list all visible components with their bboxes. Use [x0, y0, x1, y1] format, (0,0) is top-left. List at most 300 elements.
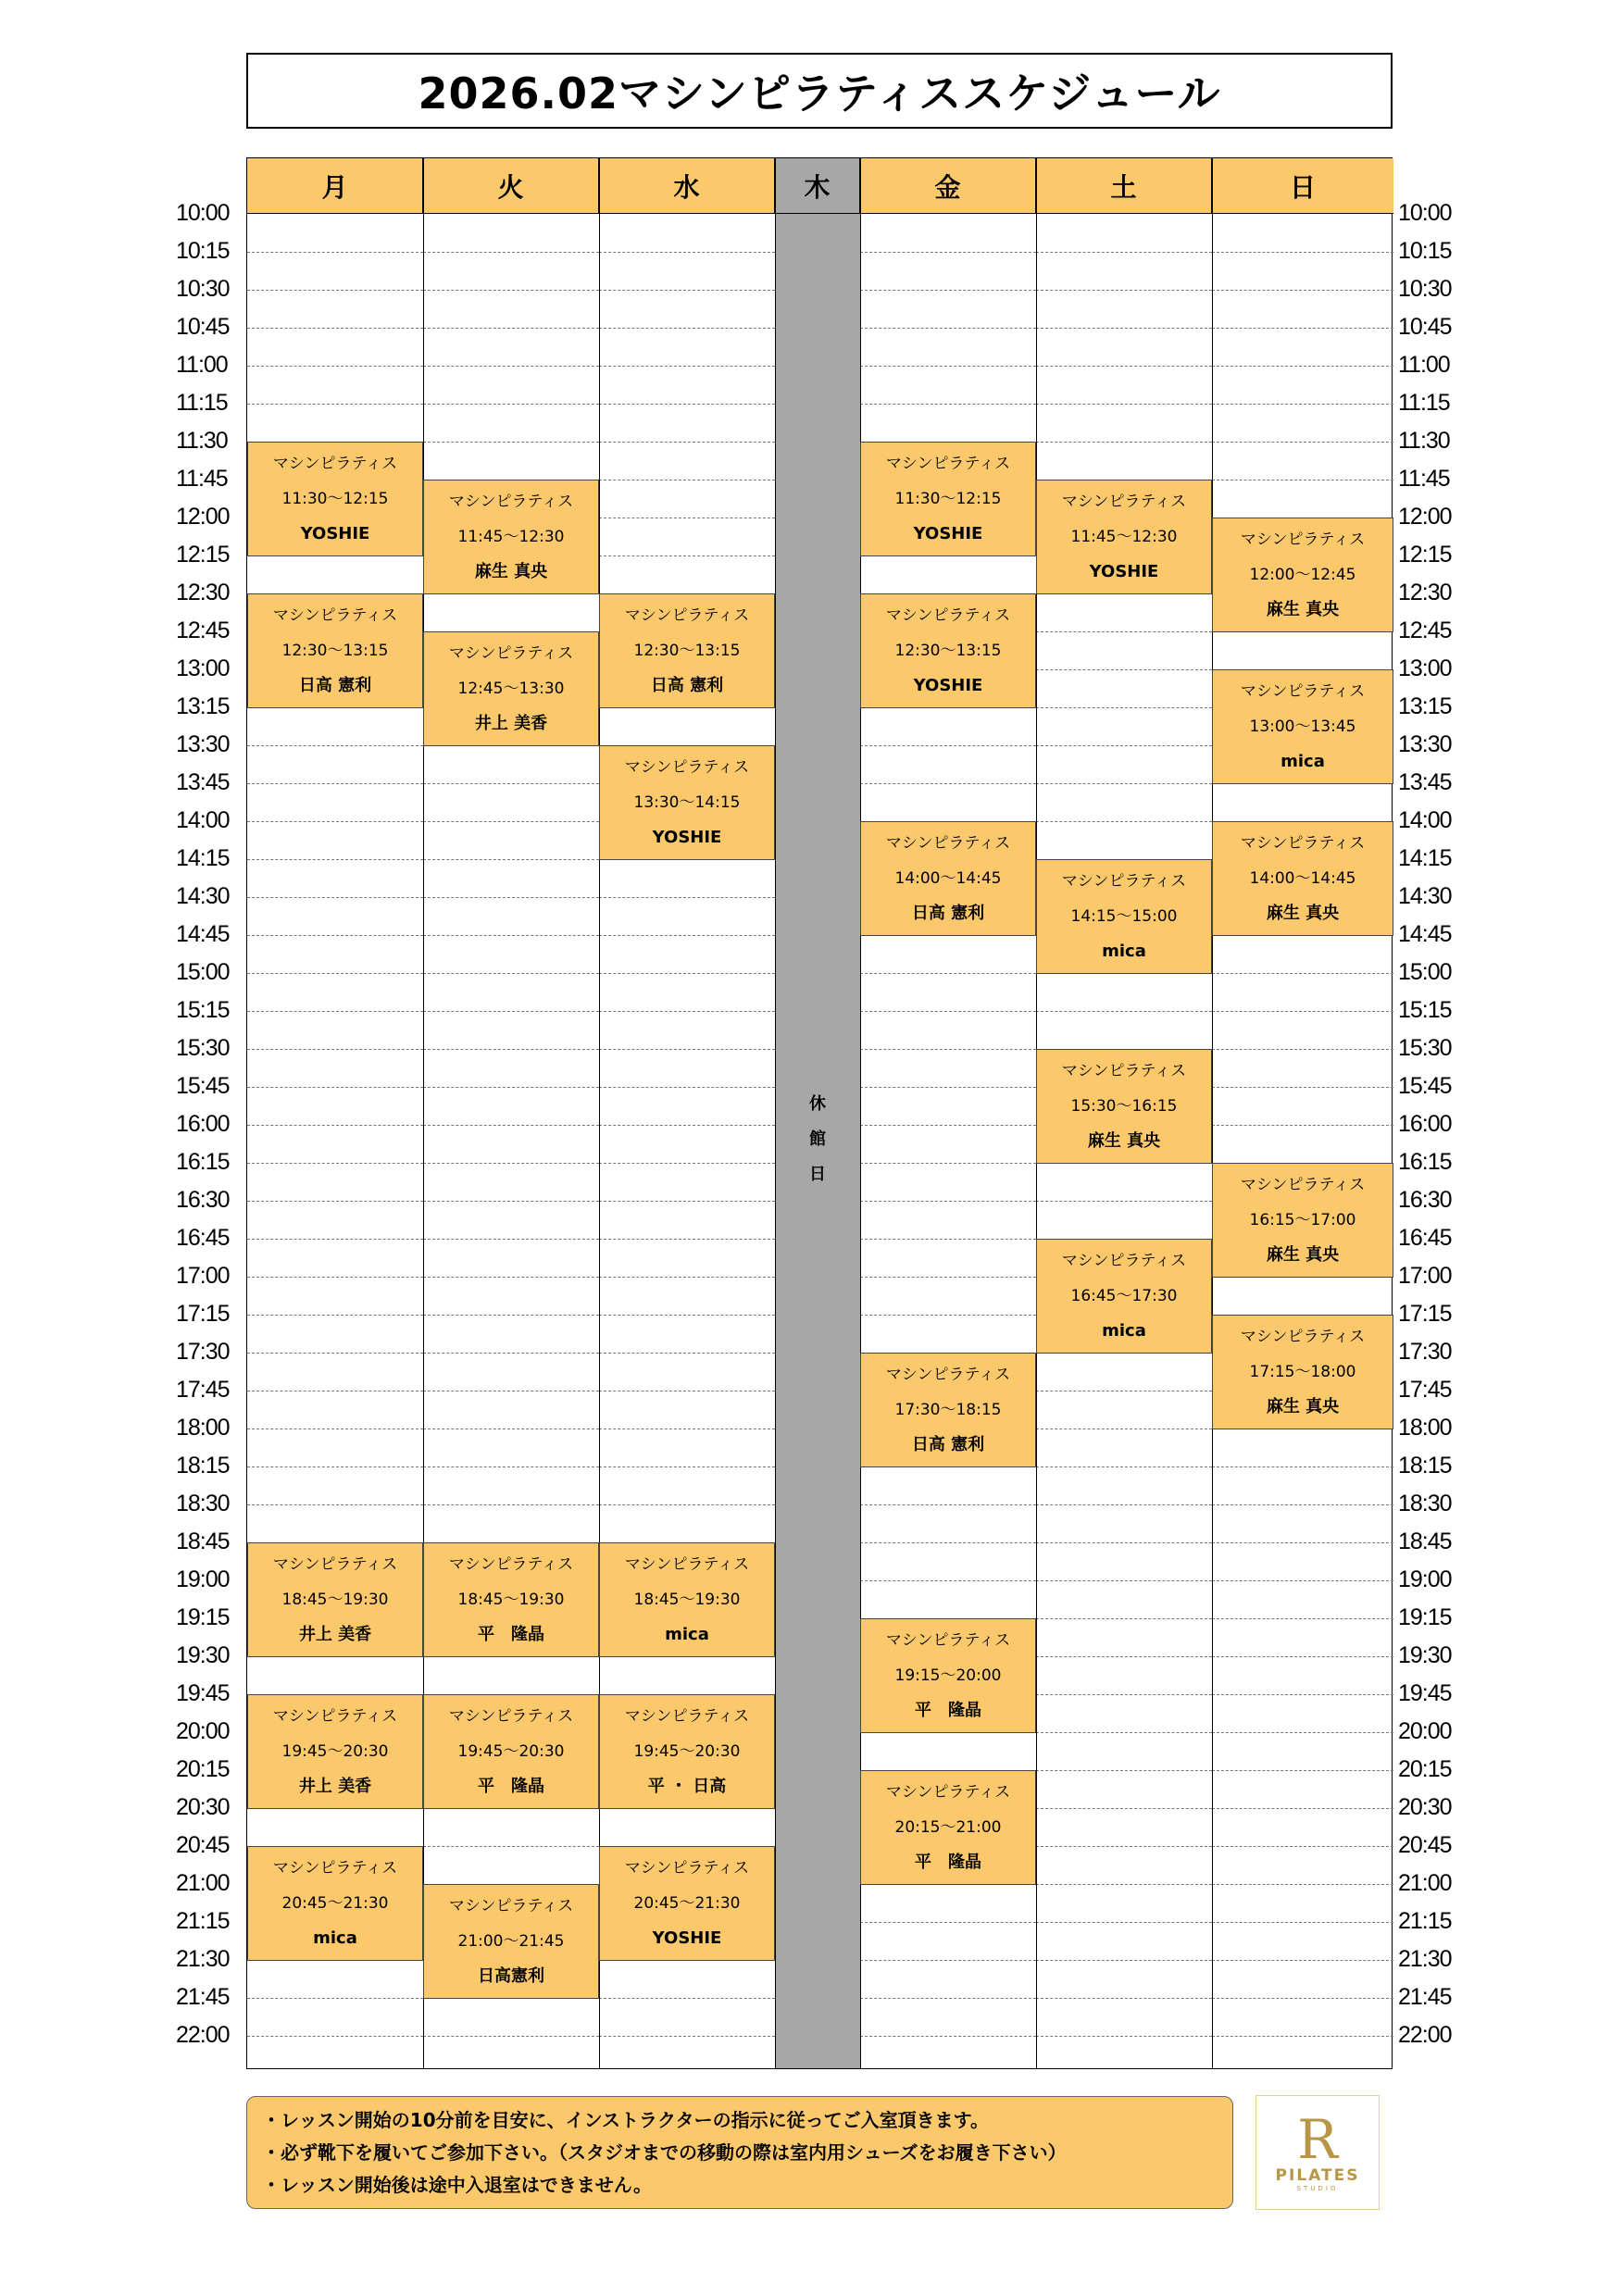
slot-line [1036, 1998, 1212, 1999]
slot-line [599, 973, 775, 974]
lesson-time: 16:45～17:30 [1070, 1287, 1178, 1305]
slot-line [860, 1580, 1036, 1581]
lesson-time: 18:45～19:30 [457, 1591, 565, 1609]
slot-line [599, 1201, 775, 1202]
lesson-name: マシンピラティス [1061, 1062, 1187, 1080]
closed-day-char: 館 [809, 1129, 826, 1149]
slot-line [860, 973, 1036, 974]
note-line: ・レッスン開始後は途中入退室はできません。 [262, 2174, 652, 2196]
lesson-block[interactable] [423, 1694, 599, 1809]
time-label-right: 18:30 [1398, 1491, 1452, 1516]
slot-line [1212, 1087, 1393, 1088]
slot-line [1212, 1542, 1393, 1543]
lesson-instructor: mica [313, 1928, 357, 1948]
lesson-block[interactable] [1036, 480, 1212, 594]
lesson-time: 19:45～20:30 [457, 1742, 565, 1761]
lesson-name: マシンピラティス [272, 1707, 398, 1726]
lesson-block[interactable] [860, 821, 1036, 936]
time-label-left: 13:15 [176, 693, 230, 719]
time-label-right: 21:00 [1398, 1870, 1452, 1896]
time-label-right: 20:30 [1398, 1794, 1452, 1820]
lesson-time: 20:45～21:30 [633, 1894, 741, 1913]
logo-sub: STUDIO [1296, 2185, 1339, 2192]
slot-line [860, 1125, 1036, 1126]
slot-line [599, 1353, 775, 1354]
slot-line [860, 366, 1036, 367]
time-label-right: 15:30 [1398, 1035, 1452, 1061]
slot-line [599, 404, 775, 405]
lesson-name: マシンピラティス [1240, 530, 1366, 549]
time-label-right: 16:30 [1398, 1187, 1452, 1213]
slot-line [247, 1239, 423, 1240]
lesson-time: 14:00～14:45 [894, 869, 1002, 888]
slot-line [423, 897, 599, 898]
slot-line [1036, 783, 1212, 784]
closed-day-label [775, 1087, 860, 1192]
lesson-block[interactable] [599, 1542, 775, 1657]
day-header: 日 [1212, 158, 1393, 214]
lesson-block[interactable] [1036, 1239, 1212, 1354]
time-label-right: 11:00 [1398, 352, 1450, 378]
time-label-left: 11:30 [176, 428, 228, 454]
slot-line [860, 328, 1036, 329]
slot-line [1036, 366, 1212, 367]
lesson-block[interactable] [423, 1542, 599, 1657]
time-label-right: 13:00 [1398, 655, 1452, 681]
lesson-block[interactable] [860, 593, 1036, 708]
slot-line [423, 1846, 599, 1847]
slot-line [423, 859, 599, 860]
lesson-instructor: mica [1280, 752, 1325, 771]
time-label-left: 15:45 [176, 1073, 230, 1099]
lesson-block[interactable] [423, 631, 599, 746]
time-label-right: 15:45 [1398, 1073, 1452, 1099]
slot-line [1212, 1466, 1393, 1467]
slot-line [599, 366, 775, 367]
slot-line [860, 1011, 1036, 1012]
lesson-block[interactable] [247, 1846, 423, 1961]
lesson-time: 21:00～21:45 [457, 1932, 565, 1951]
day-header: 水 [599, 158, 775, 214]
time-label-left: 11:15 [176, 390, 228, 416]
slot-line [1212, 1998, 1393, 1999]
lesson-instructor: 井上 美香 [298, 1625, 372, 1644]
slot-line [1212, 1504, 1393, 1505]
time-label-left: 12:15 [176, 542, 230, 568]
lesson-block[interactable] [1212, 669, 1393, 784]
slot-line [247, 935, 423, 936]
time-label-left: 14:30 [176, 883, 230, 909]
time-label-right: 10:45 [1398, 314, 1452, 340]
slot-line [423, 1125, 599, 1126]
slot-line [1036, 1884, 1212, 1885]
slot-line [1036, 1580, 1212, 1581]
schedule-title-box [246, 53, 1393, 129]
slot-line [423, 973, 599, 974]
slot-line [1212, 290, 1393, 291]
slot-line [860, 1922, 1036, 1923]
slot-line [1036, 1201, 1212, 1202]
time-label-right: 17:00 [1398, 1263, 1452, 1289]
slot-line [1212, 1808, 1393, 1809]
lesson-instructor: 麻生 真央 [1266, 1397, 1340, 1416]
slot-line [599, 897, 775, 898]
lesson-instructor: 麻生 真央 [1087, 1131, 1161, 1151]
time-label-right: 10:00 [1398, 200, 1452, 226]
studio-logo [1255, 2095, 1380, 2210]
lesson-block[interactable] [247, 1542, 423, 1657]
time-label-left: 12:00 [176, 504, 230, 530]
slot-line [247, 1998, 423, 1999]
time-label-right: 19:30 [1398, 1642, 1452, 1668]
time-label-right: 12:30 [1398, 580, 1452, 605]
lesson-time: 20:45～21:30 [281, 1894, 389, 1913]
slot-line [247, 897, 423, 898]
slot-line [1212, 328, 1393, 329]
slot-line [423, 1353, 599, 1354]
slot-line [1212, 1049, 1393, 1050]
slot-line [1212, 1125, 1393, 1126]
lesson-instructor: YOSHIE [652, 828, 722, 847]
lesson-name: マシンピラティス [272, 606, 398, 625]
lesson-name: マシンピラティス [885, 455, 1011, 473]
slot-line [860, 1998, 1036, 1999]
lesson-instructor: YOSHIE [913, 524, 983, 543]
slot-line [1036, 1808, 1212, 1809]
slot-line [860, 252, 1036, 253]
lesson-block[interactable] [599, 593, 775, 708]
lesson-time: 12:30～13:15 [894, 642, 1002, 660]
slot-line [423, 821, 599, 822]
time-label-left: 20:45 [176, 1832, 230, 1858]
lesson-time: 16:15～17:00 [1249, 1211, 1356, 1229]
lesson-instructor: 平 隆晶 [478, 1625, 544, 1644]
time-label-right: 18:00 [1398, 1415, 1452, 1441]
slot-line [1036, 1504, 1212, 1505]
slot-line [599, 555, 775, 556]
slot-line [423, 935, 599, 936]
lesson-name: マシンピラティス [1061, 1252, 1187, 1270]
slot-line [1036, 1922, 1212, 1923]
slot-line [423, 1466, 599, 1467]
slot-line [860, 745, 1036, 746]
time-label-left: 15:15 [176, 997, 230, 1023]
lesson-name: マシンピラティス [624, 1555, 750, 1574]
slot-line [247, 404, 423, 405]
slot-line [860, 2036, 1036, 2037]
lesson-name: マシンピラティス [885, 834, 1011, 853]
lesson-instructor: 日高憲利 [478, 1966, 544, 1986]
slot-line [1212, 1884, 1393, 1885]
lesson-time: 11:30～12:15 [281, 490, 389, 508]
slot-line [860, 1542, 1036, 1543]
lesson-block[interactable] [423, 480, 599, 594]
slot-line [247, 1201, 423, 1202]
slot-line [247, 745, 423, 746]
time-label-right: 16:15 [1398, 1149, 1452, 1175]
time-label-right: 14:15 [1398, 845, 1452, 871]
lesson-time: 18:45～19:30 [281, 1591, 389, 1609]
time-label-right: 14:45 [1398, 921, 1452, 947]
lesson-block[interactable] [599, 1846, 775, 1961]
lesson-time: 15:30～16:15 [1070, 1097, 1178, 1116]
lesson-block[interactable] [247, 1694, 423, 1809]
time-label-left: 10:30 [176, 276, 230, 302]
slot-line [599, 1087, 775, 1088]
time-label-right: 18:15 [1398, 1453, 1452, 1479]
slot-line [860, 1049, 1036, 1050]
time-label-left: 14:00 [176, 807, 230, 833]
time-label-right: 15:15 [1398, 997, 1452, 1023]
lesson-block[interactable] [860, 1770, 1036, 1885]
slot-line [1212, 1011, 1393, 1012]
lesson-name: マシンピラティス [448, 644, 574, 663]
time-label-left: 15:00 [176, 959, 230, 985]
lesson-instructor: 平 隆晶 [915, 1701, 981, 1720]
lesson-name: マシンピラティス [1240, 682, 1366, 701]
time-label-right: 22:00 [1398, 2022, 1452, 2048]
time-label-left: 16:45 [176, 1225, 230, 1251]
slot-line [860, 1960, 1036, 1961]
slot-line [1036, 1011, 1212, 1012]
slot-line [599, 1011, 775, 1012]
slot-line [1036, 2036, 1212, 2037]
slot-line [860, 1315, 1036, 1316]
lesson-block[interactable] [860, 1353, 1036, 1467]
slot-line [860, 1087, 1036, 1088]
lesson-time: 12:30～13:15 [633, 642, 741, 660]
slot-line [247, 1125, 423, 1126]
time-label-left: 19:15 [176, 1604, 230, 1630]
time-label-right: 18:45 [1398, 1529, 1452, 1554]
time-label-left: 10:00 [176, 200, 230, 226]
slot-line [599, 290, 775, 291]
slot-line [860, 783, 1036, 784]
time-label-left: 19:30 [176, 1642, 230, 1668]
slot-line [247, 1087, 423, 1088]
closed-day-char: 日 [809, 1165, 826, 1184]
lesson-block[interactable] [1212, 821, 1393, 936]
time-label-right: 10:30 [1398, 276, 1452, 302]
time-label-left: 14:45 [176, 921, 230, 947]
day-header: 土 [1036, 158, 1212, 214]
time-label-left: 20:30 [176, 1794, 230, 1820]
time-label-left: 12:30 [176, 580, 230, 605]
time-label-right: 20:45 [1398, 1832, 1452, 1858]
time-label-left: 19:00 [176, 1566, 230, 1592]
day-header: 金 [860, 158, 1036, 214]
lesson-name: マシンピラティス [624, 758, 750, 777]
lesson-time: 13:00～13:45 [1249, 718, 1356, 736]
slot-line [247, 2036, 423, 2037]
lesson-block[interactable] [1212, 518, 1393, 632]
slot-line [1036, 442, 1212, 443]
slot-line [1212, 1580, 1393, 1581]
note-line: ・必ず靴下を履いてご参加下さい。（スタジオまでの移動の際は室内用シューズをお履き下さい） [262, 2141, 1067, 2164]
time-label-right: 20:00 [1398, 1718, 1452, 1744]
slot-line [423, 404, 599, 405]
lesson-instructor: YOSHIE [1089, 562, 1159, 581]
slot-line [1212, 404, 1393, 405]
slot-line [599, 935, 775, 936]
slot-line [247, 1504, 423, 1505]
lesson-block[interactable] [599, 745, 775, 860]
time-label-right: 19:00 [1398, 1566, 1452, 1592]
time-label-left: 13:45 [176, 769, 230, 795]
time-label-left: 17:30 [176, 1339, 230, 1365]
lesson-instructor: 平 隆晶 [915, 1853, 981, 1872]
time-label-right: 11:30 [1398, 428, 1450, 454]
lesson-block[interactable] [1212, 1315, 1393, 1429]
lesson-block[interactable] [860, 442, 1036, 556]
lesson-block[interactable] [247, 593, 423, 708]
slot-line [599, 1277, 775, 1278]
logo-mark-icon: R [1297, 2108, 1338, 2171]
day-header: 月 [247, 158, 423, 214]
slot-line [1036, 404, 1212, 405]
lesson-time: 20:15～21:00 [894, 1818, 1002, 1837]
slot-line [247, 1353, 423, 1354]
slot-line [423, 1011, 599, 1012]
slot-line [860, 1239, 1036, 1240]
slot-line [423, 252, 599, 253]
time-label-left: 16:00 [176, 1111, 230, 1137]
lesson-time: 11:45～12:30 [457, 528, 565, 546]
lesson-name: マシンピラティス [448, 1897, 574, 1915]
lesson-instructor: mica [1102, 942, 1146, 961]
day-header: 火 [423, 158, 599, 214]
slot-line [247, 1049, 423, 1050]
slot-line [599, 442, 775, 443]
lesson-time: 17:30～18:15 [894, 1401, 1002, 1419]
lesson-time: 18:45～19:30 [633, 1591, 741, 1609]
lesson-time: 17:15～18:00 [1249, 1363, 1356, 1381]
time-label-left: 13:30 [176, 731, 230, 757]
lesson-instructor: 麻生 真央 [1266, 600, 1340, 619]
lesson-name: マシンピラティス [1061, 493, 1187, 511]
time-label-left: 11:45 [176, 466, 228, 492]
time-label-left: 16:30 [176, 1187, 230, 1213]
time-label-right: 14:00 [1398, 807, 1452, 833]
slot-line [247, 1466, 423, 1467]
lesson-time: 12:45～13:30 [457, 680, 565, 698]
slot-line [599, 2036, 775, 2037]
lesson-block[interactable] [860, 1618, 1036, 1733]
time-label-right: 12:15 [1398, 542, 1452, 568]
time-label-left: 14:15 [176, 845, 230, 871]
lesson-block[interactable] [1212, 1163, 1393, 1278]
lesson-block[interactable] [1036, 859, 1212, 974]
time-label-left: 21:45 [176, 1984, 230, 2010]
slot-line [1036, 1656, 1212, 1657]
time-label-left: 10:45 [176, 314, 230, 340]
slot-line [860, 404, 1036, 405]
slot-line [247, 783, 423, 784]
lesson-instructor: 平 ・ 日高 [647, 1777, 727, 1796]
lesson-instructor: mica [1102, 1321, 1146, 1341]
lesson-name: マシンピラティス [272, 1859, 398, 1878]
lesson-name: マシンピラティス [624, 606, 750, 625]
lesson-name: マシンピラティス [272, 1555, 398, 1574]
slot-line [247, 290, 423, 291]
slot-line [247, 328, 423, 329]
closed-day-char: 休 [809, 1094, 826, 1114]
time-label-left: 18:30 [176, 1491, 230, 1516]
slot-line [423, 2036, 599, 2037]
time-label-right: 20:15 [1398, 1756, 1452, 1782]
slot-line [1036, 328, 1212, 329]
lesson-instructor: mica [665, 1625, 709, 1644]
column-divider [775, 158, 776, 2068]
lesson-name: マシンピラティス [885, 1366, 1011, 1384]
slot-line [1036, 290, 1212, 291]
slot-line [599, 1125, 775, 1126]
lesson-time: 11:45～12:30 [1070, 528, 1178, 546]
slot-line [1212, 1960, 1393, 1961]
lesson-instructor: YOSHIE [652, 1928, 722, 1948]
slot-line [1212, 1694, 1393, 1695]
slot-line [860, 1504, 1036, 1505]
time-label-right: 17:15 [1398, 1301, 1452, 1327]
lesson-instructor: 日高 憲利 [650, 676, 724, 695]
lesson-instructor: 麻生 真央 [1266, 904, 1340, 923]
slot-line [247, 973, 423, 974]
lesson-block[interactable] [423, 1884, 599, 1999]
logo-word: PILATES [1275, 2166, 1360, 2185]
lesson-instructor: 日高 憲利 [911, 904, 985, 923]
slot-line [1036, 821, 1212, 822]
time-label-right: 11:45 [1398, 466, 1450, 492]
slot-line [599, 1239, 775, 1240]
lesson-instructor: 井上 美香 [474, 714, 548, 733]
time-label-left: 22:00 [176, 2022, 230, 2048]
slot-line [423, 366, 599, 367]
time-label-left: 19:45 [176, 1680, 230, 1706]
slot-line [860, 1163, 1036, 1164]
lesson-name: マシンピラティス [448, 1555, 574, 1574]
slot-line [1036, 1960, 1212, 1961]
time-label-right: 21:15 [1398, 1908, 1452, 1934]
lesson-block[interactable] [599, 1694, 775, 1809]
time-label-right: 14:30 [1398, 883, 1452, 909]
slot-line [423, 1163, 599, 1164]
time-label-left: 18:45 [176, 1529, 230, 1554]
slot-line [423, 1087, 599, 1088]
slot-line [423, 1049, 599, 1050]
slot-line [247, 1315, 423, 1316]
time-label-right: 11:15 [1398, 390, 1450, 416]
time-label-right: 17:30 [1398, 1339, 1452, 1365]
time-label-left: 21:15 [176, 1908, 230, 1934]
slot-line [599, 1998, 775, 1999]
lesson-instructor: YOSHIE [300, 524, 370, 543]
slot-line [1212, 1922, 1393, 1923]
slot-line [423, 1239, 599, 1240]
slot-line [599, 252, 775, 253]
slot-line [247, 252, 423, 253]
slot-line [423, 442, 599, 443]
slot-line [1036, 707, 1212, 708]
lesson-time: 19:45～20:30 [281, 1742, 389, 1761]
lesson-block[interactable] [1036, 1049, 1212, 1164]
time-label-right: 17:45 [1398, 1377, 1452, 1403]
time-label-left: 12:45 [176, 618, 230, 643]
time-label-right: 21:30 [1398, 1946, 1452, 1972]
slot-line [1036, 745, 1212, 746]
slot-line [423, 328, 599, 329]
lesson-instructor: 麻生 真央 [474, 562, 548, 581]
lesson-block[interactable] [247, 442, 423, 556]
